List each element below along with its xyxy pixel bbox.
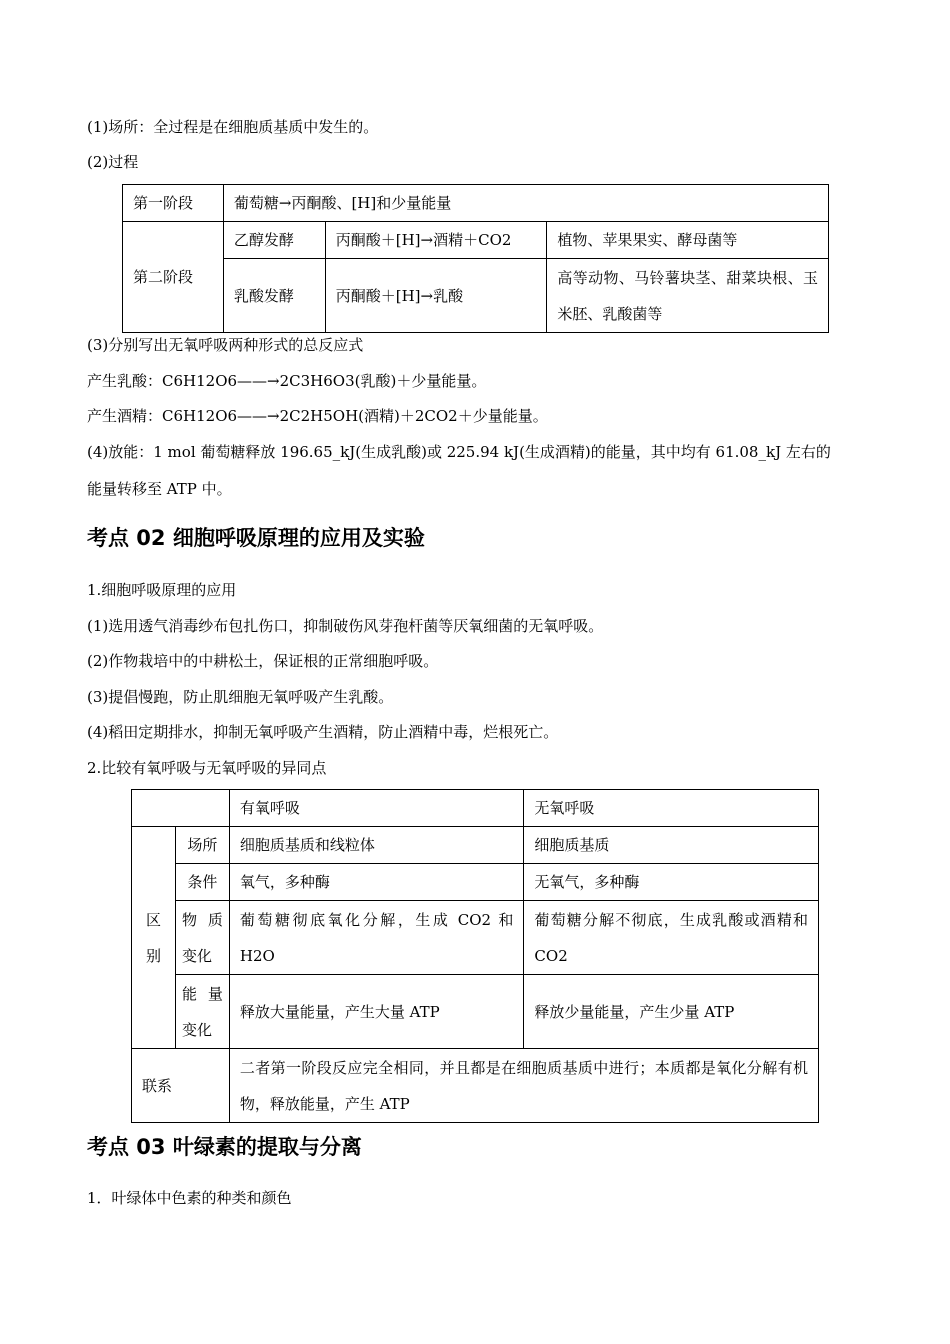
stage2-label: 第二阶段 <box>123 222 224 333</box>
alcohol-equation: 产生酒精：C6H12O6——→2C2H5OH(酒精)＋2CO2＋少量能量。 <box>87 407 548 425</box>
location-line: (1)场所：全过程是在细胞质基质中发生的。 <box>87 118 379 136</box>
alcohol-reaction: 丙酮酸＋[H]→酒精＋CO2 <box>325 222 547 259</box>
application-item-4: (4)稻田定期排水，抑制无氧呼吸产生酒精，防止酒精中毒，烂根死亡。 <box>87 723 559 741</box>
aerobic-condition: 氧气，多种酶 <box>229 864 524 901</box>
section-02-heading: 考点 02 细胞呼吸原理的应用及实验 <box>87 526 425 550</box>
application-item-3: (3)提倡慢跑，防止肌细胞无氧呼吸产生乳酸。 <box>87 688 394 706</box>
equation-title: (3)分别写出无氧呼吸两种形式的总反应式 <box>87 336 364 354</box>
difference-label-char-2: 别 <box>145 946 161 965</box>
comparison-subtitle: 2.比较有氧呼吸与无氧呼吸的异同点 <box>87 759 327 777</box>
fermentation-table <box>122 184 829 333</box>
lactic-equation: 产生乳酸：C6H12O6——→2C3H6O3(乳酸)＋少量能量。 <box>87 372 487 390</box>
comparison-table <box>131 789 819 1123</box>
process-line: (2)过程 <box>87 153 139 171</box>
difference-label <box>132 827 176 1049</box>
stage1-label: 第一阶段 <box>123 185 224 222</box>
anaerobic-substance: 葡萄糖分解不彻底，生成乳酸或酒精和 CO2 <box>524 901 819 975</box>
application-item-2: (2)作物栽培中的中耕松土，保证根的正常细胞呼吸。 <box>87 652 439 670</box>
header-aerobic: 有氧呼吸 <box>229 790 524 827</box>
application-item-1: (1)选用透气消毒纱布包扎伤口，抑制破伤风芽孢杆菌等厌氧细菌的无氧呼吸。 <box>87 617 604 635</box>
pigment-subtitle: 1．叶绿体中色素的种类和颜色 <box>87 1189 292 1207</box>
anaerobic-condition: 无氧气，多种酶 <box>524 864 819 901</box>
lactic-fermentation-label: 乳酸发酵 <box>223 259 325 333</box>
anaerobic-location: 细胞质基质 <box>524 827 819 864</box>
alcohol-fermentation-label: 乙醇发酵 <box>223 222 325 259</box>
row-label-energy: 能量变化 <box>175 975 229 1049</box>
alcohol-organisms: 植物、苹果果实、酵母菌等 <box>547 222 829 259</box>
lactic-organisms: 高等动物、马铃薯块茎、甜菜块根、玉米胚、乳酸菌等 <box>547 259 829 333</box>
aerobic-location: 细胞质基质和线粒体 <box>229 827 524 864</box>
link-content: 二者第一阶段反应完全相同，并且都是在细胞质基质中进行；本质都是氧化分解有机物，释放能量，产生 ATP <box>229 1049 818 1123</box>
link-label: 联系 <box>132 1049 230 1123</box>
row-label-substance: 物质变化 <box>175 901 229 975</box>
anaerobic-energy: 释放少量能量，产生少量 ATP <box>524 975 819 1049</box>
stage1-content: 葡萄糖→丙酮酸、[H]和少量能量 <box>223 185 828 222</box>
header-anaerobic: 无氧呼吸 <box>524 790 819 827</box>
difference-label-char-1: 区 <box>145 910 161 929</box>
aerobic-substance: 葡萄糖彻底氧化分解，生成 CO2 和 H2O <box>229 901 524 975</box>
row-label-location: 场所 <box>175 827 229 864</box>
aerobic-energy: 释放大量能量，产生大量 ATP <box>229 975 524 1049</box>
section-03-heading: 考点 03 叶绿素的提取与分离 <box>87 1135 362 1159</box>
lactic-reaction: 丙酮酸＋[H]→乳酸 <box>325 259 547 333</box>
application-subtitle: 1.细胞呼吸原理的应用 <box>87 581 237 599</box>
row-label-condition: 条件 <box>175 864 229 901</box>
energy-line-2: 能量转移至 ATP 中。 <box>87 480 232 498</box>
energy-line-1: (4)放能：1 mol 葡萄糖释放 196.65_kJ(生成乳酸)或 225.94 kJ(生成酒精)的能量，其中均有 61.08_kJ 左右的 <box>87 443 831 461</box>
header-empty-cell <box>132 790 230 827</box>
